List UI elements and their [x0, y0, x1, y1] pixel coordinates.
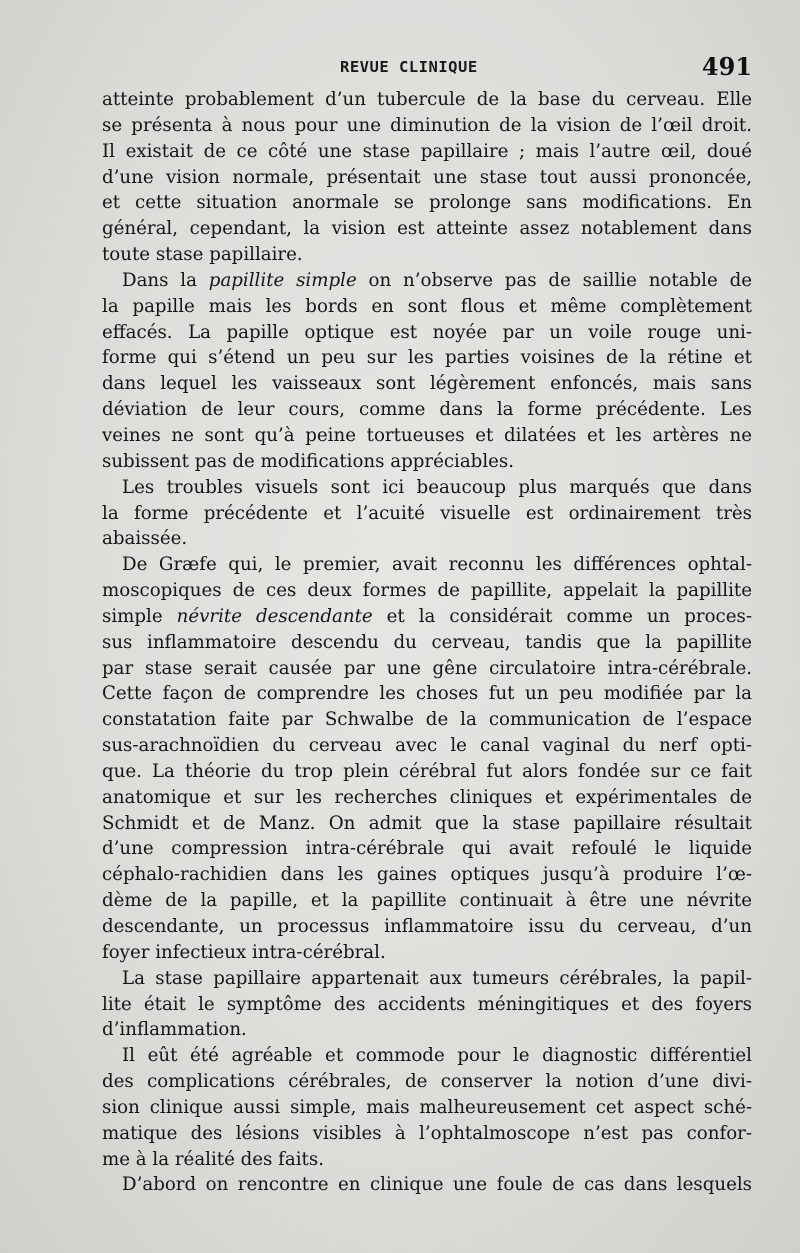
text-line: Schmidt et de Manz. On admit que la stase papillaire résultait — [102, 812, 752, 834]
page-number: 491 — [701, 52, 752, 81]
paragraph — [102, 268, 752, 475]
text-run: on n’observe pas de saillie notable de — [356, 269, 752, 291]
text-line: me à la réalité des faits. — [102, 1148, 324, 1170]
text-line: général, cependant, la vision est atteinte assez notablement dans — [102, 218, 752, 240]
text-line: déviation de leur cours, comme dans la forme précédente. Les — [102, 399, 752, 421]
italic-term: névrite descendante — [176, 605, 373, 627]
text-line: De Græfe qui, le premier, avait reconnu les différences ophtal- — [122, 554, 752, 576]
text-line: subissent pas de modifications appréciables. — [102, 450, 515, 472]
text-line: que. La théorie du trop plein cérébral fut alors fondée sur ce fait — [102, 760, 752, 782]
paragraph — [102, 552, 752, 966]
text-line: d’une vision normale, présentait une stase tout aussi prononcée, — [102, 166, 752, 188]
text-line: Il eût été agréable et commode pour le diagnostic différentiel — [122, 1045, 752, 1067]
text-line: la papille mais les bords en sont flous et même complètement — [102, 295, 752, 317]
paragraph — [102, 1043, 752, 1172]
text-line: descendante, un processus inflammatoire issu du cerveau, d’un — [102, 916, 752, 937]
text-line: matique des lésions visibles à l’ophtalmoscope n’est pas confor- — [102, 1122, 752, 1144]
text-line: forme qui s’étend un peu sur les parties voisines de la rétine et — [102, 347, 752, 369]
text-line: Cette façon de comprendre les choses fut un peu modifiée par la — [102, 683, 752, 705]
text-line: dans lequel les vaisseaux sont légèrement enfoncés, mais sans — [102, 373, 752, 395]
text-line: dème de la papille, et la papillite continuait à être une névrite — [102, 890, 752, 912]
text-line: des complications cérébrales, de conserver la notion d’une divi- — [102, 1071, 752, 1093]
text-line: atteinte probablement d’un tubercule de la base du cerveau. Elle — [102, 89, 752, 110]
text-run: Dans la — [122, 269, 209, 291]
paragraph — [102, 87, 752, 268]
italic-term: papillite simple — [208, 269, 357, 291]
text-line — [102, 268, 752, 294]
paragraph — [102, 1172, 752, 1198]
paragraph — [102, 475, 752, 553]
text-line: moscopiques de ces deux formes de papillite, appelait la papillite — [102, 580, 752, 602]
text-line: effacés. La papille optique est noyée par un voile rouge uni- — [102, 321, 752, 343]
text-line: Les troubles visuels sont ici beaucoup plus marqués que dans — [122, 476, 752, 498]
text-line: La stase papillaire appartenait aux tumeurs cérébrales, la papil- — [122, 967, 752, 989]
text-line: toute stase papillaire. — [102, 244, 303, 266]
running-title: REVUE CLINIQUE — [340, 58, 478, 76]
text-line: abaissée. — [102, 528, 188, 550]
text-line — [102, 604, 752, 630]
text-line: se présenta à nous pour une diminution de la vision de l’œil droit. — [102, 114, 752, 136]
text-line: sus inflammatoire descendu du cerveau, tandis que la papillite — [102, 631, 752, 653]
text-line: par stase serait causée par une gêne circulatoire intra-cérébrale. — [102, 657, 752, 679]
text-line: sus-arachnoïdien du cerveau avec le canal vaginal du nerf opti- — [102, 735, 752, 757]
paragraph — [102, 966, 752, 1044]
text-line: anatomique et sur les recherches cliniques et expérimentales de — [102, 786, 752, 808]
text-run: simple — [102, 605, 177, 627]
text-run: et la considérait comme un proces- — [372, 605, 752, 627]
text-line: et cette situation anormale se prolonge sans modifications. En — [102, 192, 752, 214]
text-line: D’abord on rencontre en clinique une foule de cas dans lesquels — [122, 1174, 752, 1196]
text-line: la forme précédente et l’acuité visuelle est ordinairement très — [102, 502, 752, 524]
text-line: sion clinique aussi simple, mais malheureusement cet aspect sché- — [102, 1096, 752, 1118]
text-line: foyer infectieux intra-cérébral. — [102, 941, 386, 963]
text-line: Il existait de ce côté une stase papillaire ; mais l’autre œil, doué — [102, 140, 752, 162]
text-line: d’inflammation. — [102, 1019, 247, 1041]
text-line: veines ne sont qu’à peine tortueuses et dilatées et les artères ne — [102, 424, 752, 446]
text-line: lite était le symptôme des accidents méningitiques et des foyers — [102, 993, 752, 1015]
text-line: constatation faite par Schwalbe de la communication de l’espace — [102, 709, 752, 731]
body-text — [102, 87, 752, 1198]
text-line: céphalo-rachidien dans les gaines optiques jusqu’à produire l’œ- — [102, 864, 752, 886]
running-head — [0, 52, 800, 82]
text-line: d’une compression intra-cérébrale qui avait refoulé le liquide — [102, 838, 752, 860]
